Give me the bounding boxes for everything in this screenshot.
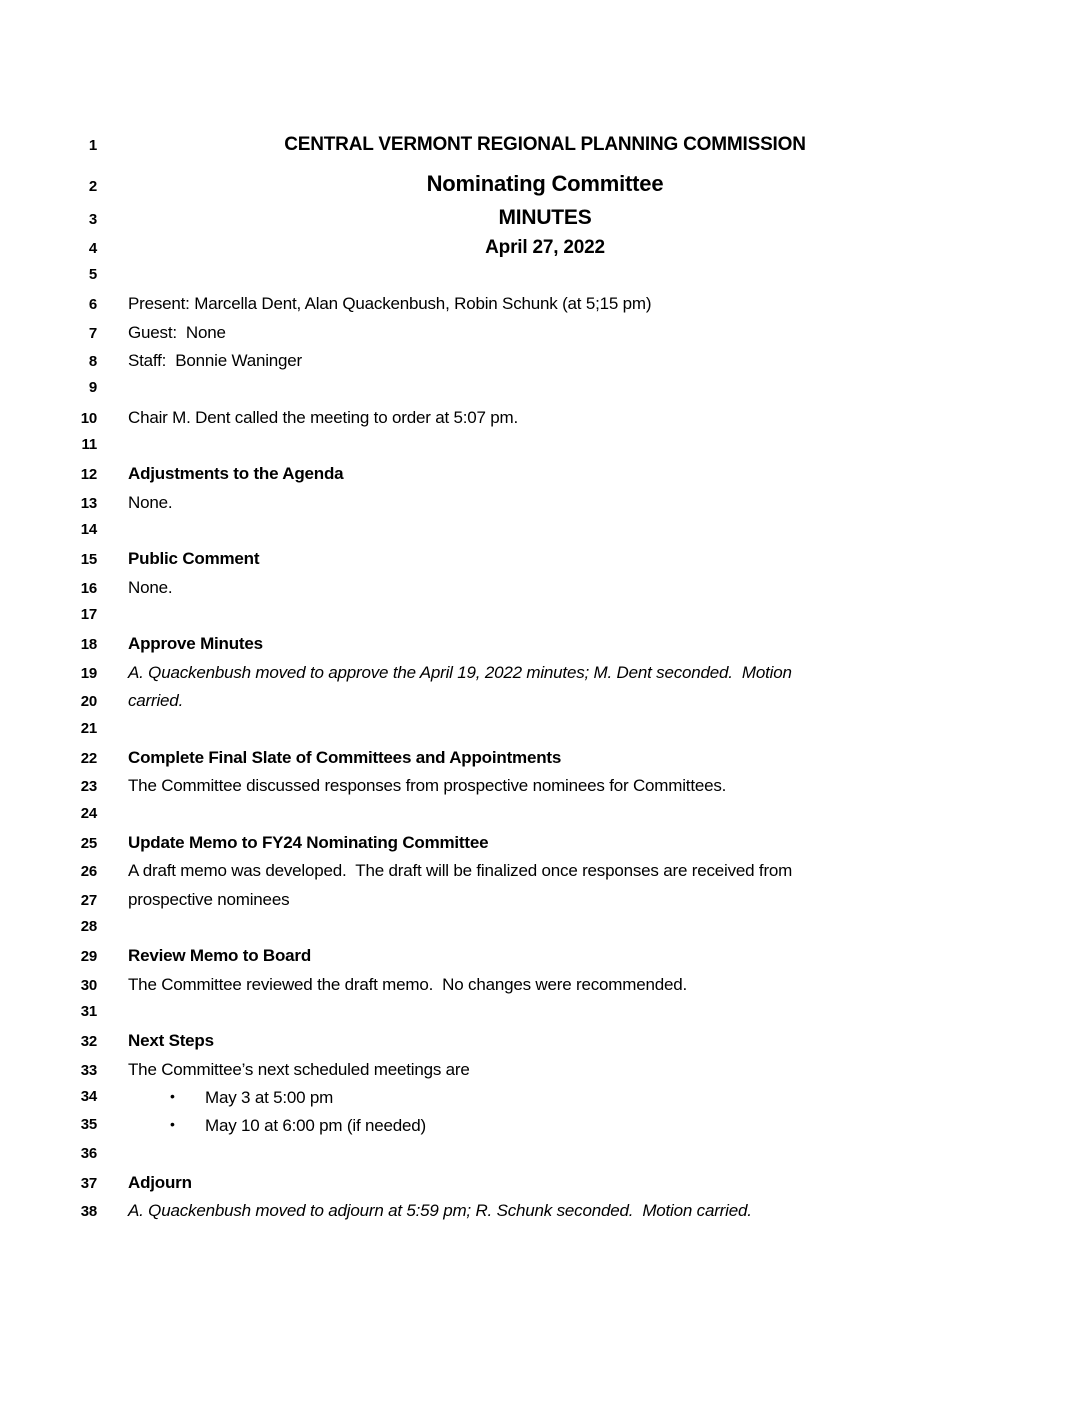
line-number: 33 xyxy=(80,1061,97,1079)
line-number: 34 xyxy=(80,1087,97,1105)
document-line xyxy=(0,1201,1088,1229)
line-number: 30 xyxy=(80,976,97,994)
document-line xyxy=(0,294,1088,322)
document-line xyxy=(0,1145,1088,1173)
line-number: 15 xyxy=(80,551,97,569)
document-line xyxy=(0,663,1088,691)
document-line xyxy=(0,720,1088,748)
line-text: Staff: Bonnie Waninger xyxy=(128,351,303,371)
section-heading: Adjustments to the Agenda xyxy=(128,464,344,484)
document-line xyxy=(0,237,1088,266)
section-heading: Update Memo to FY24 Nominating Committee xyxy=(128,832,489,852)
bullet-icon: • xyxy=(170,1116,175,1133)
line-number: 26 xyxy=(80,863,97,881)
document-title-line: MINUTES xyxy=(498,206,592,229)
document-line xyxy=(0,861,1088,889)
section-heading: Adjourn xyxy=(128,1173,192,1192)
line-number: 16 xyxy=(80,579,97,597)
line-number: 5 xyxy=(88,266,97,283)
line-number: 35 xyxy=(80,1116,97,1134)
line-number: 28 xyxy=(80,917,97,935)
line-text: The Committee reviewed the draft memo. No changes were recommended. xyxy=(128,974,687,994)
document-line xyxy=(0,776,1088,804)
document-line xyxy=(0,606,1088,634)
line-text: A draft memo was developed. The draft will be finalized once responses are received from xyxy=(128,861,793,881)
line-text: The Committee’s next scheduled meetings are xyxy=(128,1059,470,1079)
line-text: None. xyxy=(128,577,173,597)
line-number: 20 xyxy=(80,693,97,711)
line-number: 6 xyxy=(88,296,97,314)
line-text: Guest: None xyxy=(128,322,226,342)
document-line xyxy=(0,134,1088,171)
section-heading: Review Memo to Board xyxy=(128,946,312,966)
document-line xyxy=(0,1003,1088,1031)
document-line xyxy=(0,266,1088,294)
document-title-line: April 27, 2022 xyxy=(485,237,605,258)
document-line xyxy=(0,805,1088,833)
line-number: 29 xyxy=(80,948,97,966)
section-heading: Complete Final Slate of Committees and Appointments xyxy=(128,747,562,767)
line-number: 36 xyxy=(80,1144,97,1162)
document-title-line: Nominating Committee xyxy=(426,171,664,196)
line-text: May 10 at 6:00 pm (if needed) xyxy=(205,1116,426,1136)
line-number: 32 xyxy=(80,1033,97,1051)
line-number: 8 xyxy=(88,353,97,371)
line-number: 9 xyxy=(88,379,97,397)
line-text: A. Quackenbush moved to adjourn at 5:59 pm; R. Schunk seconded. Motion carried. xyxy=(128,1201,752,1221)
document-line xyxy=(0,946,1088,974)
line-text: May 3 at 5:00 pm xyxy=(205,1087,334,1107)
line-text: Present: Marcella Dent, Alan Quackenbush, Robin Schunk (at 5;15 pm) xyxy=(128,294,652,314)
line-text: A. Quackenbush moved to approve the April 19, 2022 minutes; M. Dent seconded. Motion xyxy=(128,662,792,682)
section-heading: Public Comment xyxy=(128,549,260,569)
bullet-list-item xyxy=(128,1116,962,1136)
line-number: 2 xyxy=(88,178,97,195)
line-number: 37 xyxy=(80,1175,97,1192)
document-line xyxy=(0,206,1088,237)
line-text: Chair M. Dent called the meeting to order at 5:07 pm. xyxy=(128,407,519,427)
document-line xyxy=(0,1031,1088,1059)
document-line xyxy=(0,918,1088,946)
document-line xyxy=(0,521,1088,549)
bullet-list-item xyxy=(128,1088,962,1108)
line-number: 38 xyxy=(80,1203,97,1221)
line-text: The Committee discussed responses from prospective nominees for Committees. xyxy=(128,776,727,796)
line-number: 23 xyxy=(80,778,97,796)
line-number: 4 xyxy=(88,240,97,257)
line-number: 31 xyxy=(80,1002,97,1020)
line-number: 19 xyxy=(80,664,97,682)
document-line xyxy=(0,1116,1088,1144)
section-heading: Next Steps xyxy=(128,1031,214,1051)
document-line xyxy=(0,493,1088,521)
document-line xyxy=(0,379,1088,407)
document-line xyxy=(0,1088,1088,1116)
line-number: 14 xyxy=(80,521,97,539)
document-line xyxy=(0,464,1088,492)
line-number: 11 xyxy=(81,436,97,454)
document-title-line: CENTRAL VERMONT REGIONAL PLANNING COMMISSION xyxy=(284,134,806,155)
bullet-icon: • xyxy=(170,1087,175,1104)
document-line xyxy=(0,634,1088,662)
line-text: prospective nominees xyxy=(128,889,290,909)
document-line xyxy=(0,1173,1088,1201)
line-text: carried. xyxy=(128,691,184,711)
document-line xyxy=(0,890,1088,918)
line-number: 13 xyxy=(80,494,97,512)
line-number: 22 xyxy=(80,749,97,767)
section-heading: Approve Minutes xyxy=(128,634,263,654)
line-number: 25 xyxy=(80,834,97,852)
line-number: 27 xyxy=(80,891,97,909)
line-number: 3 xyxy=(88,211,97,228)
document-line xyxy=(0,351,1088,379)
document-line xyxy=(0,691,1088,719)
document-line xyxy=(0,436,1088,464)
document-line xyxy=(0,748,1088,776)
document-line xyxy=(0,171,1088,206)
line-number: 21 xyxy=(80,719,97,737)
line-number: 18 xyxy=(80,636,97,654)
document-line xyxy=(0,1060,1088,1088)
line-number: 7 xyxy=(88,324,97,342)
document-line xyxy=(0,833,1088,861)
document-line xyxy=(0,323,1088,351)
line-number: 10 xyxy=(80,409,97,427)
document-line xyxy=(0,549,1088,577)
line-number: 1 xyxy=(88,137,97,154)
line-number: 24 xyxy=(80,804,97,822)
document-line xyxy=(0,975,1088,1003)
document-line xyxy=(0,578,1088,606)
line-number: 12 xyxy=(80,466,97,484)
document-line xyxy=(0,408,1088,436)
line-number: 17 xyxy=(80,606,97,624)
line-text: None. xyxy=(128,492,173,512)
